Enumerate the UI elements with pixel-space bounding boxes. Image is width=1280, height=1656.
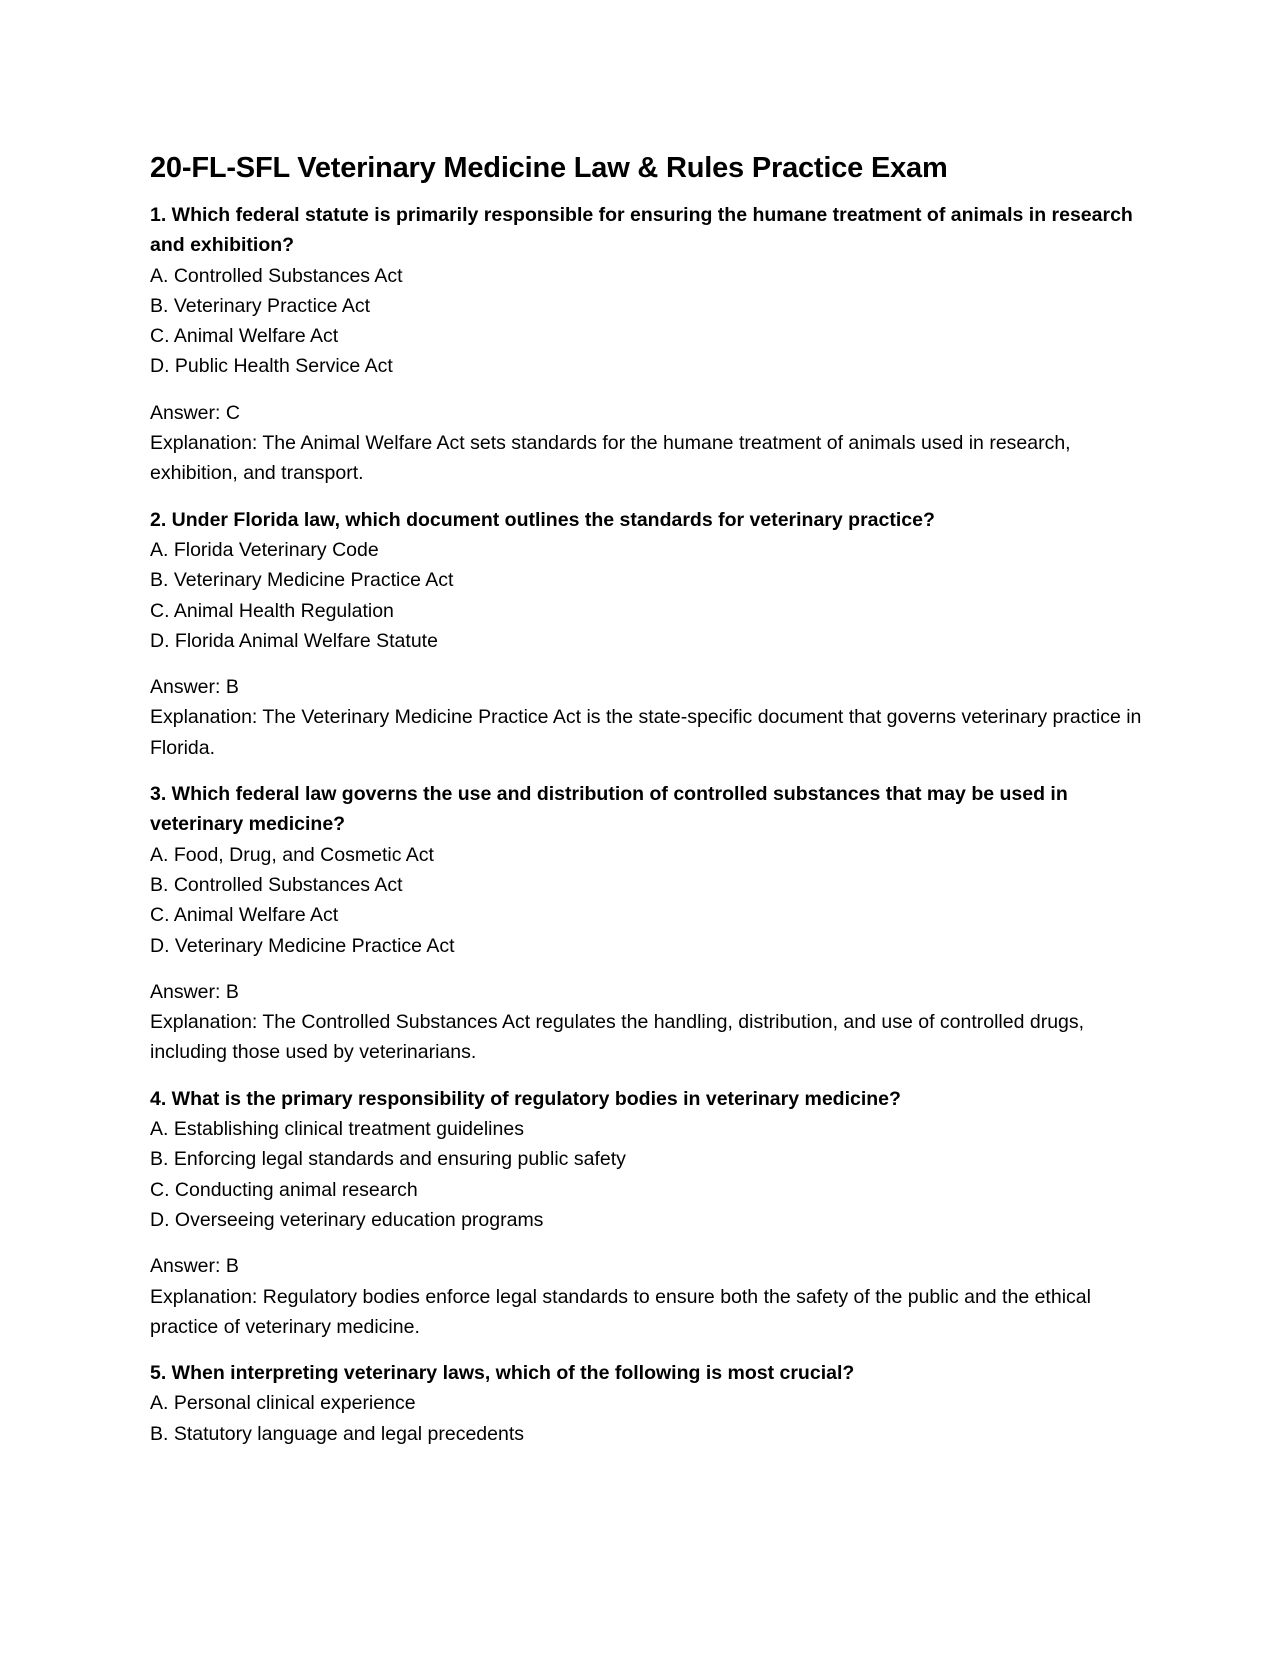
answer-block: [150, 672, 1150, 763]
options-list: [150, 261, 1150, 382]
explanation-text: Explanation: Regulatory bodies enforce legal standards to ensure both the safety of the public and the ethical practice of veterinary medicine.: [150, 1285, 1091, 1338]
answer-text: Answer: C: [150, 401, 240, 424]
option-item: A. Personal clinical experience: [150, 1392, 416, 1415]
question-text: 4. What is the primary responsibility of regulatory bodies in veterinary medicine?: [150, 1087, 901, 1110]
question-block: [150, 505, 1150, 763]
option-item: D. Veterinary Medicine Practice Act: [150, 934, 455, 957]
explanation-text: Explanation: The Veterinary Medicine Practice Act is the state-specific document that governs veterinary practice in Florida.: [150, 706, 1142, 759]
question-text: 5. When interpreting veterinary laws, which of the following is most crucial?: [150, 1362, 855, 1385]
option-item: D. Florida Animal Welfare Statute: [150, 629, 438, 652]
option-item: C. Animal Welfare Act: [150, 325, 339, 348]
answer-text: Answer: B: [150, 676, 239, 699]
option-item: C. Conducting animal research: [150, 1178, 418, 1201]
option-item: D. Overseeing veterinary education programs: [150, 1208, 544, 1231]
option-item: B. Veterinary Practice Act: [150, 294, 371, 317]
options-list: [150, 1388, 1150, 1449]
option-item: A. Food, Drug, and Cosmetic Act: [150, 843, 434, 866]
option-item: D. Public Health Service Act: [150, 355, 393, 378]
option-item: A. Florida Veterinary Code: [150, 538, 379, 561]
answer-text: Answer: B: [150, 1255, 239, 1278]
question-block: [150, 1084, 1150, 1342]
option-item: B. Statutory language and legal precedents: [150, 1422, 525, 1445]
option-item: B. Controlled Substances Act: [150, 873, 403, 896]
option-item: A. Controlled Substances Act: [150, 264, 403, 287]
answer-block: [150, 977, 1150, 1068]
question-block: [150, 200, 1150, 489]
explanation-text: Explanation: The Controlled Substances Act regulates the handling, distribution, and use of controlled drugs, including those used by veterinarians.: [150, 1011, 1085, 1064]
answer-block: [150, 1251, 1150, 1342]
question-text: 3. Which federal law governs the use and distribution of controlled substances that may be used in veterinary medicine?: [150, 783, 1068, 836]
answer-text: Answer: B: [150, 980, 239, 1003]
option-item: B. Enforcing legal standards and ensuring public safety: [150, 1148, 626, 1171]
option-item: C. Animal Welfare Act: [150, 904, 339, 927]
question-block: [150, 779, 1150, 1068]
option-item: A. Establishing clinical treatment guidelines: [150, 1118, 524, 1141]
answer-block: [150, 398, 1150, 489]
option-item: B. Veterinary Medicine Practice Act: [150, 569, 454, 592]
question-text: 1. Which federal statute is primarily responsible for ensuring the humane treatment of animals in research and exhibition?: [150, 204, 1133, 257]
explanation-text: Explanation: The Animal Welfare Act sets standards for the humane treatment of animals used in research, exhibition, and transport.: [150, 432, 1071, 485]
options-list: [150, 535, 1150, 656]
question-block: [150, 1358, 1150, 1449]
option-item: C. Animal Health Regulation: [150, 599, 394, 622]
options-list: [150, 840, 1150, 961]
document-page: [150, 148, 1150, 1449]
page-title: 20-FL-SFL Veterinary Medicine Law & Rules Practice Exam: [150, 152, 948, 184]
question-text: 2. Under Florida law, which document outlines the standards for veterinary practice?: [150, 508, 935, 531]
options-list: [150, 1114, 1150, 1235]
